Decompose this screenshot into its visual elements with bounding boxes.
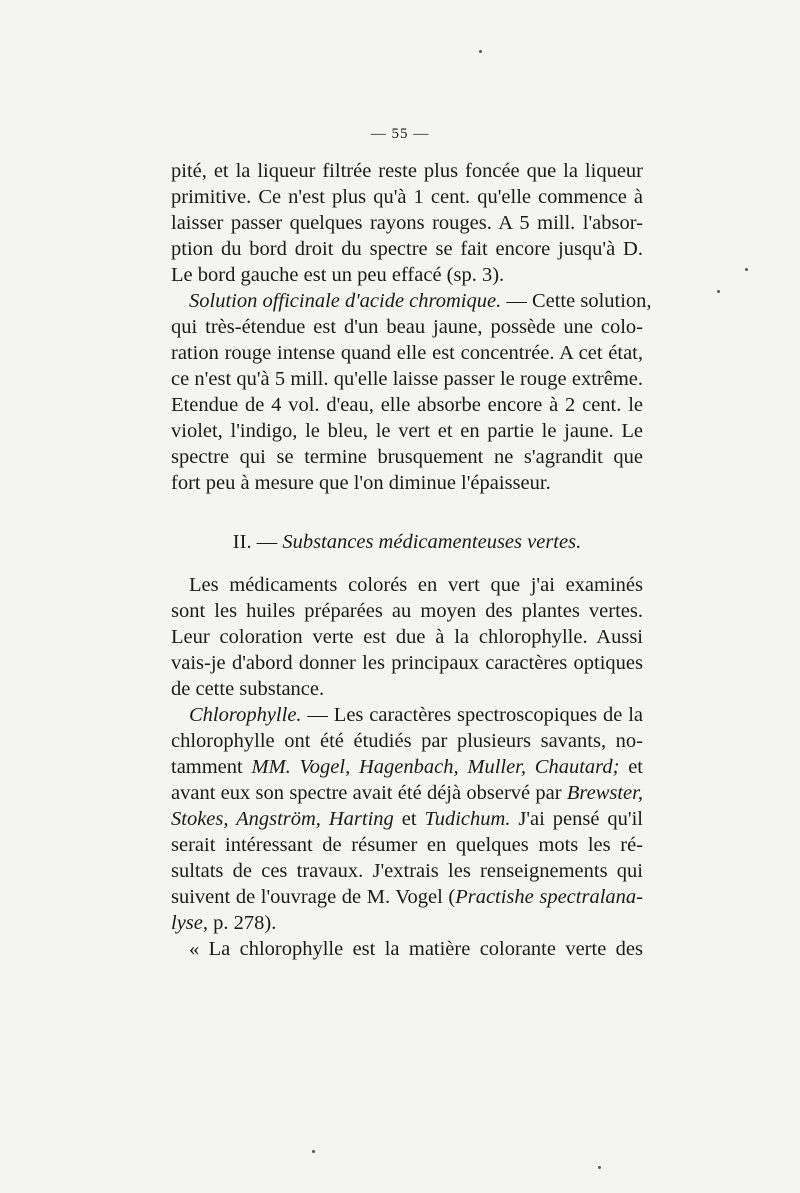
paragraph2-line3: ration rouge intense quand elle est concentrée. A cet état, <box>171 342 643 364</box>
paragraph4-line1-rest: — Les caractères spectroscopiques de la <box>301 704 643 726</box>
paragraph4-line3-names: MM. Vogel, Hagenbach, Muller, Chautard; <box>251 756 620 778</box>
paragraph4-line8-a: suivent de l'ouvrage de M. Vogel ( <box>171 886 456 908</box>
paragraph1-line3: laisser passer quelques rayons rouges. A 5 mill. l'absor- <box>171 212 643 234</box>
paragraph4-line9-rest: , p. 278). <box>202 912 277 934</box>
scan-speck <box>312 1150 315 1153</box>
paragraph2-line6: violet, l'indigo, le bleu, le vert et en partie le jaune. Le <box>171 420 643 442</box>
paragraph4-line8-title: Practishe spectralana- <box>455 886 643 908</box>
section-roman: II. — <box>232 531 283 553</box>
paragraph3-line1: Les médicaments colorés en vert que j'ai examinés <box>189 574 643 596</box>
paragraph1-line1: pité, et la liqueur filtrée reste plus foncée que la liqueur <box>171 160 643 182</box>
paragraph4-line5-names-b: Tudichum. <box>424 808 511 830</box>
paragraph4-line9 <box>171 910 643 936</box>
section-heading <box>171 529 643 555</box>
paragraph2-heading: Solution officinale d'acide chromique. <box>189 290 502 312</box>
paragraph4-heading: Chlorophylle. <box>189 704 302 726</box>
scan-speck <box>745 268 748 271</box>
paragraph4-line1 <box>171 702 643 728</box>
paragraph2-line5: Etendue de 4 vol. d'eau, elle absorbe encore à 2 cent. le <box>171 394 643 416</box>
paragraph4-line3 <box>171 754 643 780</box>
paragraph3-line5: de cette substance. <box>171 678 325 700</box>
paragraph2-line8: fort peu à mesure que l'on diminue l'épaisseur. <box>171 472 551 494</box>
paragraph4-line5-et: et <box>393 808 425 830</box>
paragraph3-line2: sont les huiles préparées au moyen des plantes vertes. <box>171 600 643 622</box>
paragraph4-line3-a: tamment <box>171 756 252 778</box>
page-number: — 55 — <box>370 126 430 142</box>
paragraph4-line2: chlorophylle ont été étudiés par plusieurs savants, no- <box>171 730 643 752</box>
paragraph4-line10: « La chlorophylle est la matière colorante verte des <box>189 938 643 960</box>
paragraph1-line5: Le bord gauche est un peu effacé (sp. 3). <box>171 264 505 286</box>
paragraph3-line4: vais-je d'abord donner les principaux caractères optiques <box>171 652 643 674</box>
paragraph1-line4: ption du bord droit du spectre se fait encore jusqu'à D. <box>171 238 643 260</box>
scan-speck <box>717 290 720 293</box>
scan-speck <box>479 50 482 53</box>
paragraph4-line6: serait intéressant de résumer en quelques mots les ré- <box>171 834 643 856</box>
paragraph4-line5-rest: J'ai pensé qu'il <box>510 808 643 830</box>
section-title: Substances médicamenteuses vertes. <box>282 531 582 553</box>
paragraph4-line5 <box>171 806 643 832</box>
paragraph2-line4: ce n'est qu'à 5 mill. qu'elle laisse passer le rouge extrême. <box>171 368 643 390</box>
paragraph4-line9-title: lyse <box>171 912 203 934</box>
paragraph4-line4-a: avant eux son spectre avait été déjà observé par <box>171 782 567 804</box>
paragraph2-line1 <box>171 288 652 314</box>
paragraph3-line3: Leur coloration verte est due à la chlorophylle. Aussi <box>171 626 643 648</box>
paragraph4-line4 <box>171 780 643 806</box>
paragraph4-line4-name: Brewster, <box>566 782 643 804</box>
paragraph2-line7: spectre qui se termine brusquement ne s'agrandit que <box>171 446 643 468</box>
paragraph1-line2: primitive. Ce n'est plus qu'à 1 cent. qu'elle commence à <box>171 186 643 208</box>
paragraph2-line2: qui très-étendue est d'un beau jaune, possède une colo- <box>171 316 643 338</box>
paragraph4-line8 <box>171 884 643 910</box>
paragraph4-line7: sultats de ces travaux. J'extrais les renseignements qui <box>171 860 643 882</box>
paragraph4-line3-b: et <box>619 756 643 778</box>
paragraph2-line1-rest: — Cette solution, <box>501 290 652 312</box>
scan-speck <box>598 1166 601 1169</box>
paragraph4-line5-names-a: Stokes, Angström, Harting <box>171 808 394 830</box>
